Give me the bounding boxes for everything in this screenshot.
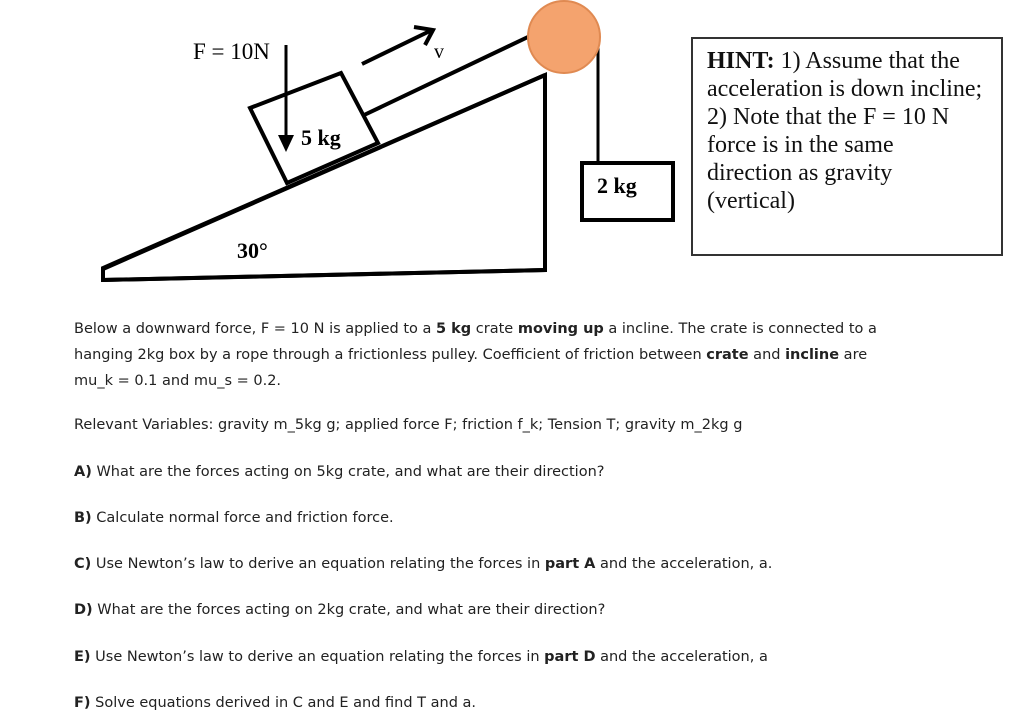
hint-line-5: direction as gravity bbox=[707, 160, 893, 186]
relevant-variables: Relevant Variables: gravity m_5kg g; applied force F; friction f_k; Tension T; gravity m_2kg g bbox=[74, 417, 743, 433]
desc-text: and bbox=[748, 347, 786, 363]
question-f bbox=[74, 693, 476, 713]
question-e-text-end: and the acceleration, a bbox=[595, 649, 768, 665]
hint-text-1: 1) Assume that the bbox=[774, 48, 960, 74]
problem-text bbox=[74, 316, 974, 711]
hint-line-4: force is in the same bbox=[707, 132, 894, 158]
force-label: F = 10N bbox=[193, 39, 270, 64]
hint-line-1 bbox=[707, 47, 989, 75]
question-d-text: What are the forces acting on 2kg crate, and what are their direction? bbox=[92, 602, 606, 618]
angle-label: 30° bbox=[237, 238, 268, 263]
question-c bbox=[74, 554, 772, 574]
hint-box bbox=[691, 37, 1003, 256]
question-a bbox=[74, 462, 604, 482]
crate-label: 5 kg bbox=[301, 125, 341, 150]
velocity-arrow bbox=[362, 30, 432, 64]
question-c-text: Use Newton’s law to derive an equation relating the forces in bbox=[91, 556, 545, 572]
question-e bbox=[74, 647, 768, 667]
velocity-label: v bbox=[434, 41, 444, 63]
desc-bold-incline: incline bbox=[785, 347, 840, 363]
desc-bold-moving-up: moving up bbox=[517, 321, 604, 337]
hint-label: HINT: bbox=[707, 48, 775, 74]
desc-text: are bbox=[839, 347, 868, 363]
problem-description bbox=[74, 316, 974, 394]
question-e-text: Use Newton’s law to derive an equation relating the forces in bbox=[90, 649, 545, 665]
question-b-label: B) bbox=[74, 510, 92, 526]
question-f-label: F) bbox=[74, 695, 91, 711]
question-a-text: What are the forces acting on 5kg crate, and what are their direction? bbox=[91, 464, 605, 480]
question-f-text: Solve equations derived in C and E and find T and a. bbox=[90, 695, 477, 711]
question-e-bold: part D bbox=[544, 649, 596, 665]
desc-bold-mass: 5 kg bbox=[436, 321, 472, 337]
hint-line-3: 2) Note that the F = 10 N bbox=[707, 104, 950, 130]
hint-line-2: acceleration is down incline; bbox=[707, 76, 983, 102]
incline-base bbox=[103, 270, 546, 280]
question-c-label: C) bbox=[74, 556, 92, 572]
question-c-text-end: and the acceleration, a. bbox=[595, 556, 773, 572]
hint-line-6: (vertical) bbox=[707, 188, 795, 214]
desc-text: mu_k = 0.1 and mu_s = 0.2. bbox=[74, 373, 282, 389]
question-e-label: E) bbox=[74, 649, 91, 665]
desc-text: crate bbox=[471, 321, 518, 337]
question-a-label: A) bbox=[74, 464, 92, 480]
desc-text: hanging 2kg box by a rope through a frictionless pulley. Coefficient of friction between bbox=[74, 347, 707, 363]
desc-text: Below a downward force, F = 10 N is applied to a bbox=[74, 321, 437, 337]
question-c-bold: part A bbox=[544, 556, 596, 572]
desc-text: a incline. The crate is connected to a bbox=[603, 321, 877, 337]
question-d bbox=[74, 600, 605, 620]
question-b bbox=[74, 508, 394, 528]
hanging-label: 2 kg bbox=[597, 173, 637, 198]
desc-bold-crate: crate bbox=[706, 347, 749, 363]
rope-incline bbox=[362, 36, 530, 116]
pulley bbox=[528, 1, 600, 73]
question-d-label: D) bbox=[74, 602, 93, 618]
question-b-text: Calculate normal force and friction force. bbox=[91, 510, 394, 526]
